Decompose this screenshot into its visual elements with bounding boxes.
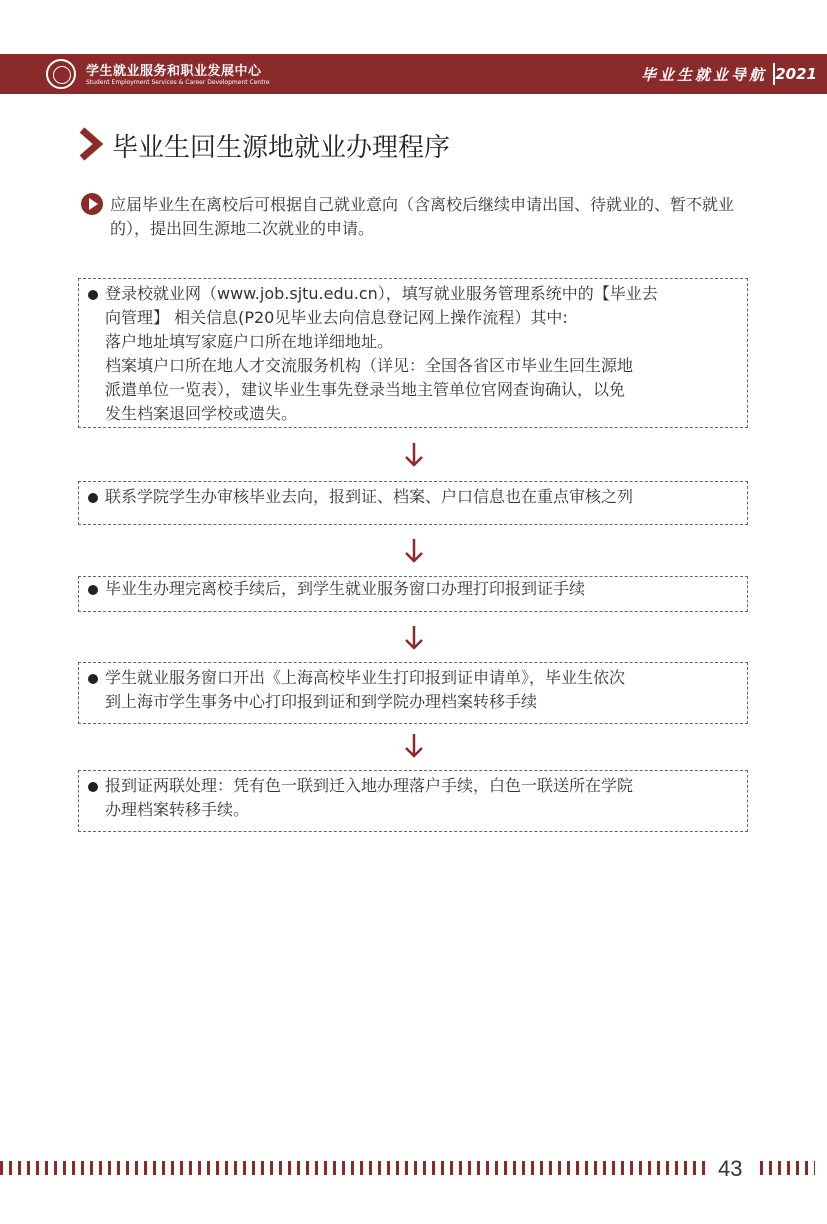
page-number: 43 <box>718 1156 743 1181</box>
step-line: 派遣单位一览表），建议毕业生事先登录当地主管单位官网查询确认，以免 <box>105 380 626 399</box>
bullet-icon <box>88 674 98 684</box>
step-line: 联系学院学生办审核毕业去向，报到证、档案、户口信息也在重点审核之列 <box>105 487 634 506</box>
step-line: 学生就业服务窗口开出《上海高校毕业生打印报到证申请单》，毕业生依次 <box>105 668 626 687</box>
play-circle-icon <box>81 193 103 215</box>
guide-year: 2021 <box>775 65 817 83</box>
bullet-icon <box>88 585 98 595</box>
org-name-cn: 学生就业服务和职业发展中心 <box>86 64 262 79</box>
university-seal-icon <box>46 59 76 89</box>
step-line: 报到证两联处理：凭有色一联到迁入地办理落户手续，白色一联送所在学院 <box>105 776 634 795</box>
footer-tick-bar-right <box>760 1161 815 1175</box>
step-line: 毕业生办理完离校手续后，到学生就业服务窗口办理打印报到证手续 <box>105 579 586 598</box>
process-step-3 <box>78 576 748 612</box>
section-title: 毕业生回生源地就业办理程序 <box>112 133 451 163</box>
guide-title: 毕业生就业导航 <box>640 66 767 84</box>
chevron-right-icon <box>76 126 104 162</box>
process-step-2 <box>78 481 748 525</box>
bullet-icon <box>88 290 98 300</box>
arrow-down-icon <box>404 625 424 651</box>
step-line: 到上海市学生事务中心打印报到证和到学院办理档案转移手续 <box>105 692 538 711</box>
step-line: 发生档案退回学校或遗失。 <box>105 404 298 423</box>
bullet-icon <box>88 782 98 792</box>
footer-tick-bar <box>0 1161 710 1175</box>
process-step-4 <box>78 662 748 724</box>
process-step-1 <box>78 278 748 428</box>
step-line: 落户地址填写家庭户口所在地详细地址。 <box>105 332 394 351</box>
page-header <box>0 54 827 94</box>
org-name-en: Student Employment Services & Career Development Centre <box>86 79 270 86</box>
step-line: 档案填户口所在地人才交流服务机构（详见：全国各省区市毕业生回生源地 <box>105 356 634 375</box>
bullet-icon <box>88 493 98 503</box>
arrow-down-icon <box>404 538 424 564</box>
step-line: 登录校就业网（www.job.sjtu.edu.cn），填写就业服务管理系统中的【毕业去 <box>105 284 658 303</box>
step-line: 向管理】 相关信息(P20见毕业去向信息登记网上操作流程）其中: <box>105 308 568 327</box>
arrow-down-icon <box>404 733 424 759</box>
arrow-down-icon <box>404 442 424 468</box>
process-step-5 <box>78 770 748 832</box>
step-line: 办理档案转移手续。 <box>105 800 250 819</box>
intro-paragraph: 应届毕业生在离校后可根据自己就业意向（含离校后继续申请出国、待就业的、暂不就业的），提出回生源地二次就业的申请。 <box>110 195 735 238</box>
